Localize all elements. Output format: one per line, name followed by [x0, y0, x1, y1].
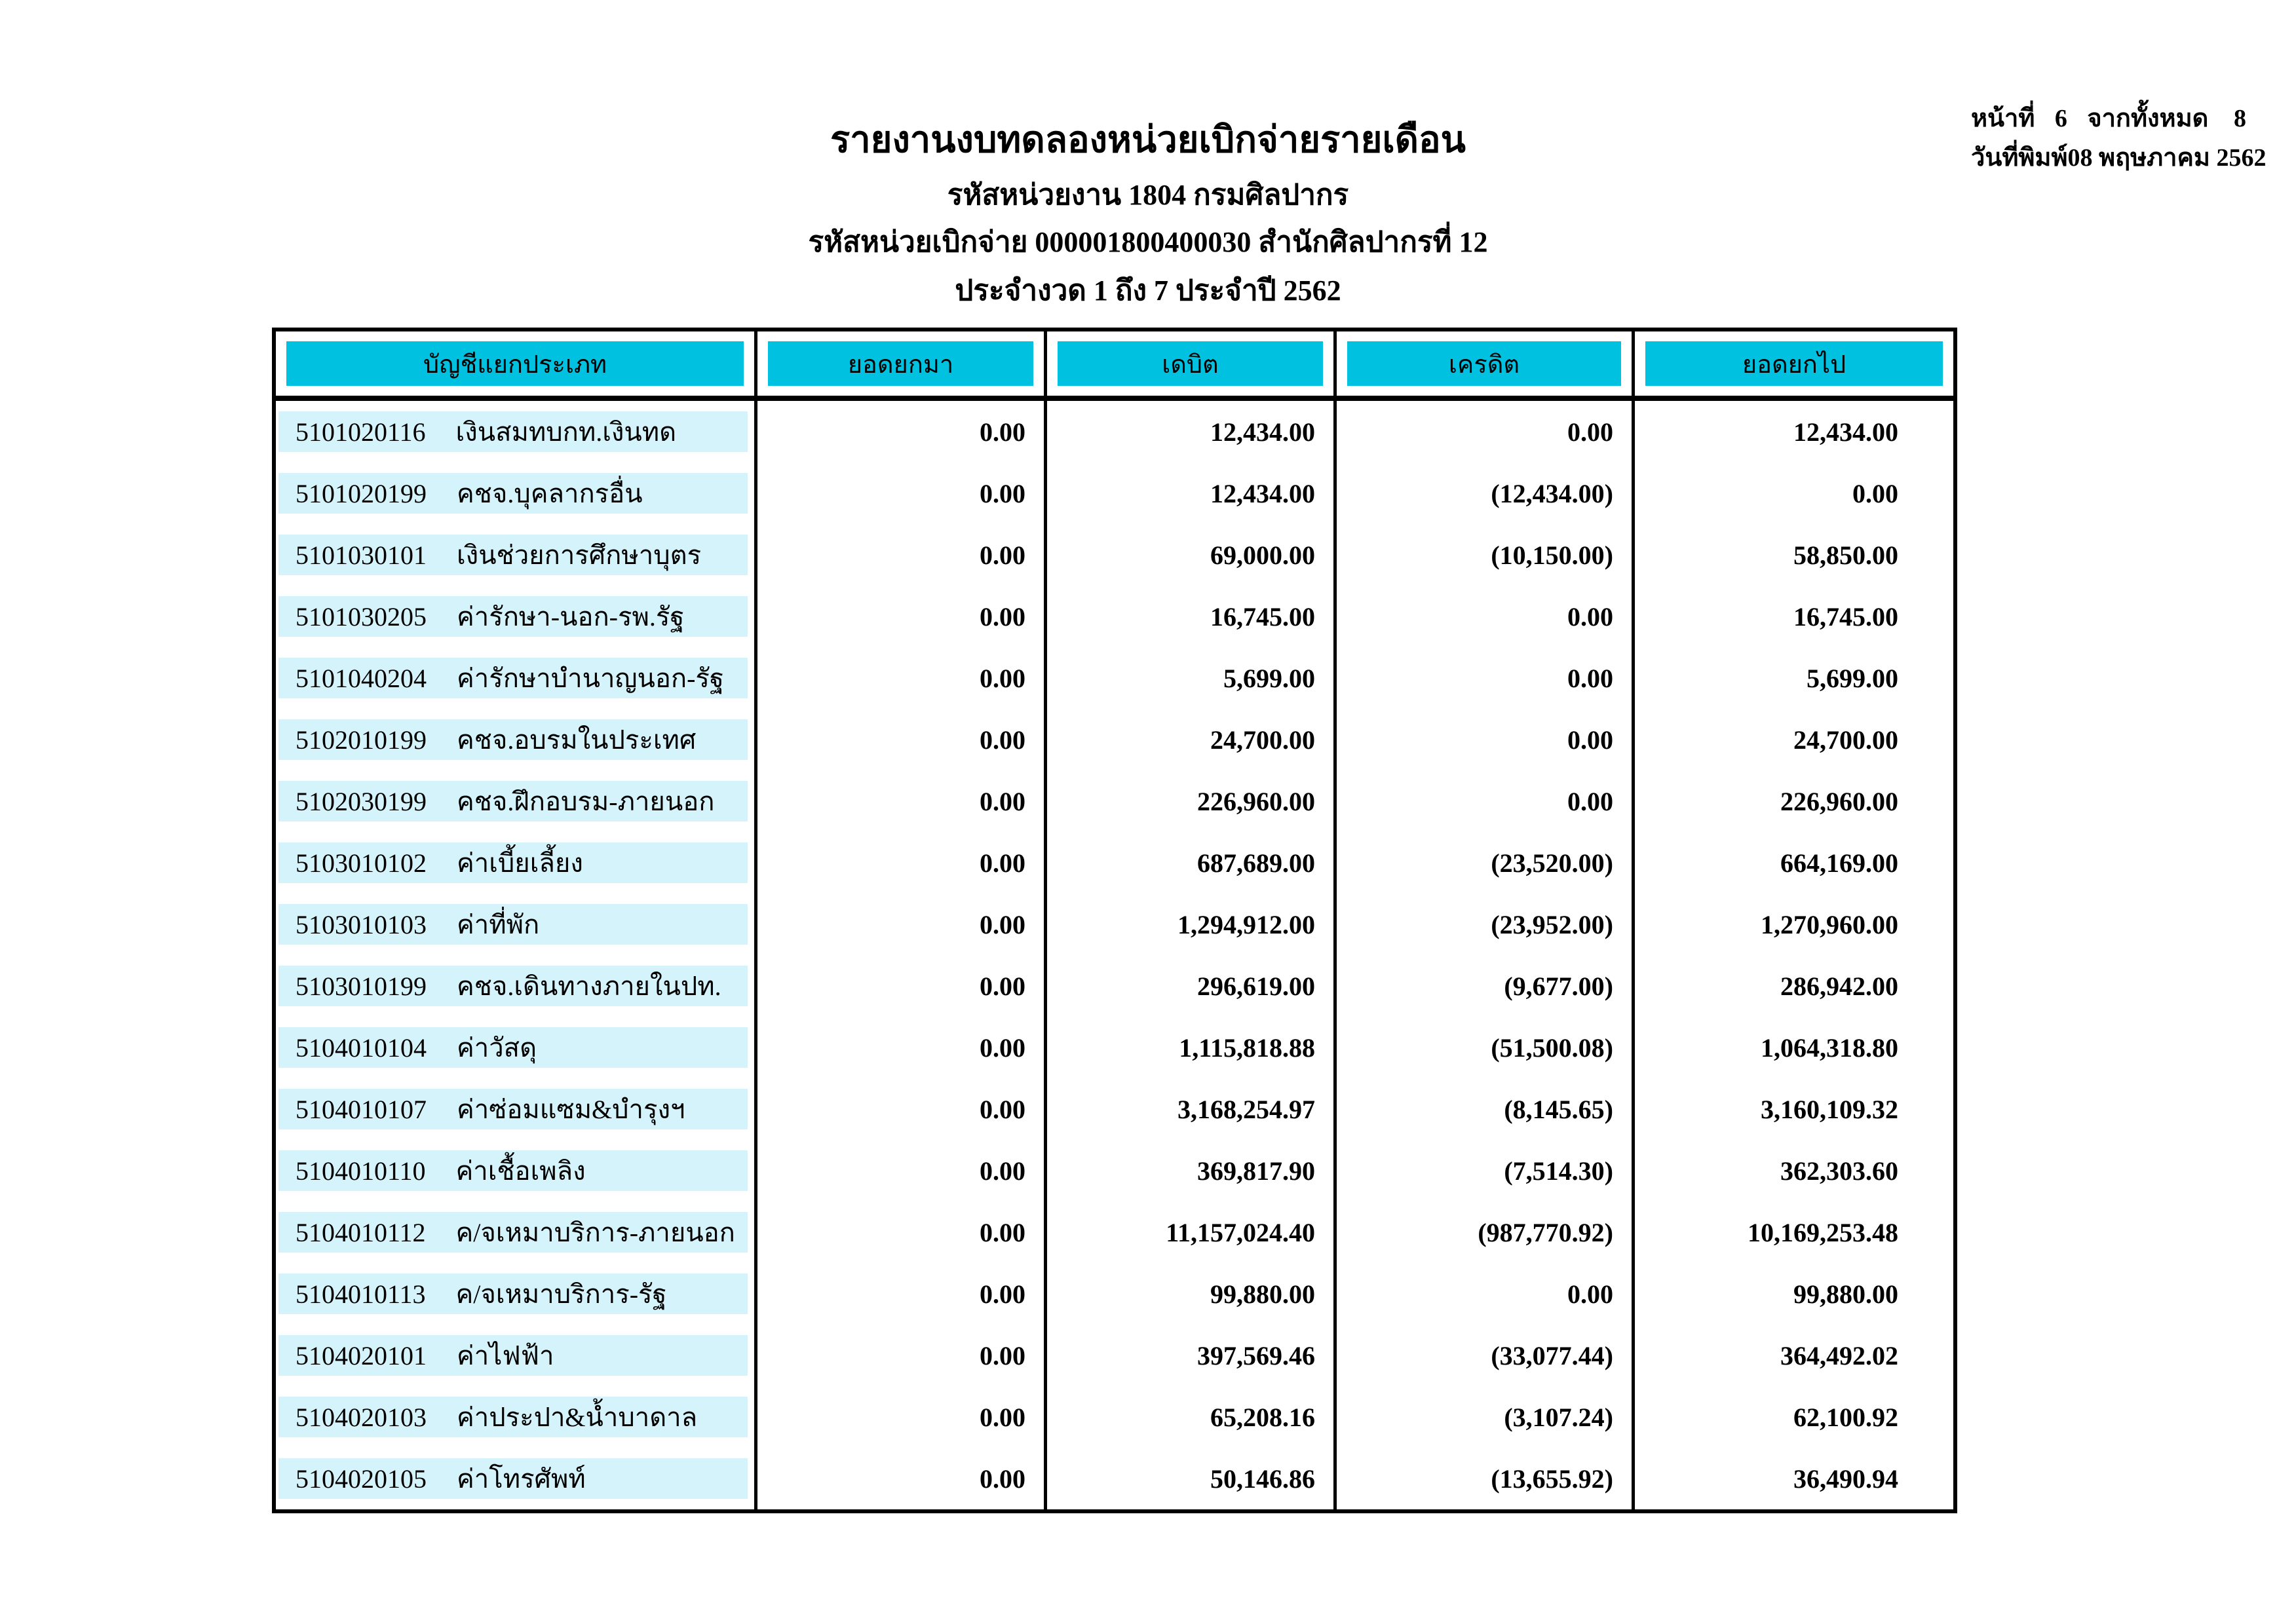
credit-amount: (23,520.00) [1337, 832, 1635, 894]
brought-forward-amount: 0.00 [757, 1201, 1047, 1263]
brought-forward-amount: 0.00 [757, 709, 1047, 770]
brought-forward-amount: 0.00 [757, 894, 1047, 955]
account-name: คชจ.เดินทางภายในปท. [457, 972, 721, 1001]
account-code: 5101020199 [296, 478, 427, 508]
agency-code-line: รหัสหน่วยงาน 1804 กรมศิลปากร [947, 179, 1349, 211]
page-number-row [1971, 105, 2246, 134]
account-cell [276, 1325, 757, 1386]
brought-forward-amount: 0.00 [757, 832, 1047, 894]
period-line: ประจำงวด 1 ถึง 7 ประจำปี 2562 [955, 274, 1341, 307]
debit-amount: 226,960.00 [1047, 770, 1337, 832]
table-row [276, 894, 1953, 955]
account-code: 5101030101 [296, 540, 427, 570]
table-row [276, 463, 1953, 524]
carried-forward-amount: 5,699.00 [1807, 663, 1898, 693]
carried-forward-amount: 62,100.92 [1793, 1402, 1898, 1432]
brought-forward-amount: 0.00 [757, 524, 1047, 586]
carried-forward-amount: 1,270,960.00 [1761, 909, 1898, 939]
debit-amount: 50,146.86 [1047, 1448, 1337, 1509]
print-date-label: วันที่พิมพ์ [1971, 143, 2068, 172]
account-cell [276, 894, 757, 955]
account-code: 5104010112 [296, 1217, 426, 1247]
account-highlight-band [278, 596, 748, 637]
table-row [276, 955, 1953, 1017]
page-label: หน้าที่ [1971, 105, 2035, 132]
account-code: 5104010107 [296, 1094, 427, 1124]
brought-forward-amount: 0.00 [757, 1386, 1047, 1448]
carried-forward-amount: 286,942.00 [1780, 971, 1898, 1001]
account-name: ค่าที่พัก [457, 910, 540, 939]
account-code: 5104020103 [296, 1402, 427, 1432]
account-code: 5104020105 [296, 1463, 427, 1494]
account-highlight-band [278, 1274, 748, 1314]
table-row [276, 1263, 1953, 1325]
credit-amount: (8,145.65) [1337, 1078, 1635, 1140]
column-header-carried-forward: ยอดยกไป [1645, 341, 1943, 386]
table-row [276, 1140, 1953, 1201]
brought-forward-amount: 0.00 [757, 1325, 1047, 1386]
column-header-account: บัญชีแยกประเภท [286, 341, 744, 386]
table-row [276, 1386, 1953, 1448]
table-body [276, 401, 1953, 1509]
account-cell [276, 524, 757, 586]
table-row [276, 709, 1953, 770]
column-header-credit-cell [1337, 331, 1635, 396]
brought-forward-amount: 0.00 [757, 586, 1047, 647]
carried-forward-amount: 0.00 [1852, 478, 1898, 508]
brought-forward-amount: 0.00 [757, 401, 1047, 463]
account-highlight-band [278, 1089, 748, 1129]
brought-forward-amount: 0.00 [757, 770, 1047, 832]
credit-amount: 0.00 [1337, 647, 1635, 709]
table-row [276, 1017, 1953, 1078]
account-highlight-band [278, 411, 748, 452]
brought-forward-amount: 0.00 [757, 1078, 1047, 1140]
credit-amount: (3,107.24) [1337, 1386, 1635, 1448]
account-name: ค่าประปา&น้ำบาดาล [457, 1403, 698, 1432]
credit-amount: (13,655.92) [1337, 1448, 1635, 1509]
account-name: เงินช่วยการศึกษาบุตร [457, 540, 702, 570]
account-name: ค่าวัสดุ [457, 1033, 537, 1063]
account-highlight-band [278, 904, 748, 945]
account-highlight-band [278, 781, 748, 821]
debit-amount: 24,700.00 [1047, 709, 1337, 770]
account-highlight-band [278, 1335, 748, 1376]
debit-amount: 65,208.16 [1047, 1386, 1337, 1448]
debit-amount: 369,817.90 [1047, 1140, 1337, 1201]
account-name: ค่าเชื้อเพลิง [455, 1156, 586, 1186]
account-cell [276, 770, 757, 832]
account-code: 5104010110 [296, 1156, 426, 1186]
debit-amount: 1,115,818.88 [1047, 1017, 1337, 1078]
debit-amount: 11,157,024.40 [1047, 1201, 1337, 1263]
debit-amount: 397,569.46 [1047, 1325, 1337, 1386]
account-highlight-band [278, 1397, 748, 1437]
account-name: ค/จเหมาบริการ-รัฐ [455, 1279, 667, 1309]
account-cell [276, 1140, 757, 1201]
brought-forward-amount: 0.00 [757, 1263, 1047, 1325]
print-date-row [1971, 143, 2267, 173]
account-code: 5102010199 [296, 725, 427, 755]
account-name: ค่าซ่อมแซม&บำรุงฯ [457, 1095, 685, 1124]
credit-amount: 0.00 [1337, 770, 1635, 832]
column-header-account-cell [276, 331, 757, 396]
carried-forward-amount: 24,700.00 [1793, 725, 1898, 755]
column-header-debit: เดบิต [1058, 341, 1323, 386]
account-code: 5103010102 [296, 848, 427, 878]
debit-amount: 3,168,254.97 [1047, 1078, 1337, 1140]
account-name: คชจ.บุคลากรอื่น [457, 479, 643, 508]
account-cell [276, 1017, 757, 1078]
credit-amount: 0.00 [1337, 401, 1635, 463]
brought-forward-amount: 0.00 [757, 955, 1047, 1017]
column-header-brought-forward-cell [757, 331, 1047, 396]
account-name: ค่าเบี้ยเลี้ยง [457, 848, 583, 878]
credit-amount: (7,514.30) [1337, 1140, 1635, 1201]
table-row [276, 401, 1953, 463]
carried-forward-amount: 16,745.00 [1793, 601, 1898, 632]
credit-amount: (12,434.00) [1337, 463, 1635, 524]
account-code: 5104010113 [296, 1279, 426, 1309]
carried-forward-amount: 10,169,253.48 [1748, 1217, 1898, 1247]
page-number: 6 [2054, 105, 2067, 132]
carried-forward-amount: 1,064,318.80 [1761, 1032, 1898, 1063]
account-code: 5101040204 [296, 663, 427, 693]
debit-amount: 12,434.00 [1047, 463, 1337, 524]
account-highlight-band [278, 842, 748, 883]
print-date-value: 08 พฤษภาคม 2562 [2067, 143, 2267, 172]
carried-forward-amount: 364,492.02 [1780, 1340, 1898, 1370]
account-cell [276, 401, 757, 463]
brought-forward-amount: 0.00 [757, 647, 1047, 709]
account-highlight-band [278, 1150, 748, 1191]
brought-forward-amount: 0.00 [757, 1448, 1047, 1509]
account-highlight-band [278, 535, 748, 575]
debit-amount: 69,000.00 [1047, 524, 1337, 586]
table-row [276, 647, 1953, 709]
account-highlight-band [278, 658, 748, 698]
debit-amount: 687,689.00 [1047, 832, 1337, 894]
account-cell [276, 463, 757, 524]
table-row [276, 586, 1953, 647]
account-name: คชจ.อบรมในประเทศ [457, 725, 697, 755]
debit-amount: 12,434.00 [1047, 401, 1337, 463]
account-name: ค่ารักษา-นอก-รพ.รัฐ [457, 602, 685, 632]
table-row [276, 1448, 1953, 1509]
account-cell [276, 955, 757, 1017]
debit-amount: 5,699.00 [1047, 647, 1337, 709]
credit-amount: (23,952.00) [1337, 894, 1635, 955]
table-row [276, 1201, 1953, 1263]
carried-forward-amount: 99,880.00 [1793, 1279, 1898, 1309]
account-cell [276, 586, 757, 647]
account-highlight-band [278, 1212, 748, 1253]
credit-amount: (51,500.08) [1337, 1017, 1635, 1078]
total-pages-label: จากทั้งหมด [2087, 105, 2209, 132]
account-code: 5103010199 [296, 971, 427, 1001]
account-name: คชจ.ฝึกอบรม-ภายนอก [457, 787, 715, 816]
carried-forward-amount: 12,434.00 [1793, 417, 1898, 447]
account-cell [276, 1263, 757, 1325]
table-row [276, 1325, 1953, 1386]
account-highlight-band [278, 719, 748, 760]
account-cell [276, 647, 757, 709]
table-header-row [276, 331, 1953, 401]
account-cell [276, 1078, 757, 1140]
page-info [1971, 105, 2267, 172]
account-cell [276, 1201, 757, 1263]
credit-amount: 0.00 [1337, 709, 1635, 770]
debit-amount: 99,880.00 [1047, 1263, 1337, 1325]
account-highlight-band [278, 1458, 748, 1499]
column-header-carried-forward-cell [1635, 331, 1953, 396]
column-header-brought-forward: ยอดยกมา [768, 341, 1033, 386]
account-cell [276, 832, 757, 894]
table-row [276, 1078, 1953, 1140]
column-header-credit: เครดิต [1347, 341, 1621, 386]
credit-amount: (10,150.00) [1337, 524, 1635, 586]
account-code: 5101020116 [296, 417, 426, 447]
debit-amount: 296,619.00 [1047, 955, 1337, 1017]
account-name: ค่ารักษาบำนาญนอก-รัฐ [457, 664, 724, 693]
credit-amount: 0.00 [1337, 1263, 1635, 1325]
brought-forward-amount: 0.00 [757, 1017, 1047, 1078]
carried-forward-amount: 58,850.00 [1793, 540, 1898, 570]
account-highlight-band [278, 966, 748, 1006]
carried-forward-amount: 3,160,109.32 [1761, 1094, 1898, 1124]
table-row [276, 770, 1953, 832]
credit-amount: (33,077.44) [1337, 1325, 1635, 1386]
debit-amount: 1,294,912.00 [1047, 894, 1337, 955]
account-code: 5104010104 [296, 1032, 427, 1063]
account-cell [276, 1448, 757, 1509]
account-name: ค/จเหมาบริการ-ภายนอก [455, 1218, 735, 1247]
account-highlight-band [278, 1027, 748, 1068]
carried-forward-amount: 362,303.60 [1780, 1156, 1898, 1186]
account-cell [276, 1386, 757, 1448]
credit-amount: 0.00 [1337, 586, 1635, 647]
brought-forward-amount: 0.00 [757, 1140, 1047, 1201]
column-header-debit-cell [1047, 331, 1337, 396]
account-code: 5103010103 [296, 909, 427, 939]
account-name: ค่าโทรศัพท์ [457, 1464, 586, 1494]
account-code: 5101030205 [296, 601, 427, 632]
trial-balance-table [272, 328, 1957, 1513]
carried-forward-amount: 36,490.94 [1793, 1463, 1898, 1494]
carried-forward-amount: 226,960.00 [1780, 786, 1898, 816]
carried-forward-amount: 664,169.00 [1780, 848, 1898, 878]
page-title: รายงานงบทดลองหน่วยเบิกจ่ายรายเดือน [830, 120, 1466, 161]
debit-amount: 16,745.00 [1047, 586, 1337, 647]
account-highlight-band [278, 473, 748, 514]
account-name: ค่าไฟฟ้า [457, 1341, 554, 1370]
table-row [276, 524, 1953, 586]
credit-amount: (9,677.00) [1337, 955, 1635, 1017]
account-name: เงินสมทบกท.เงินทด [455, 417, 677, 447]
account-code: 5102030199 [296, 786, 427, 816]
total-pages-value: 8 [2233, 105, 2246, 132]
disbursement-unit-line: รหัสหน่วยเบิกจ่าย 000001800400030 สำนักศิลปากรที่ 12 [808, 226, 1488, 258]
account-code: 5104020101 [296, 1340, 427, 1370]
credit-amount: (987,770.92) [1337, 1201, 1635, 1263]
brought-forward-amount: 0.00 [757, 463, 1047, 524]
account-cell [276, 709, 757, 770]
table-row [276, 832, 1953, 894]
